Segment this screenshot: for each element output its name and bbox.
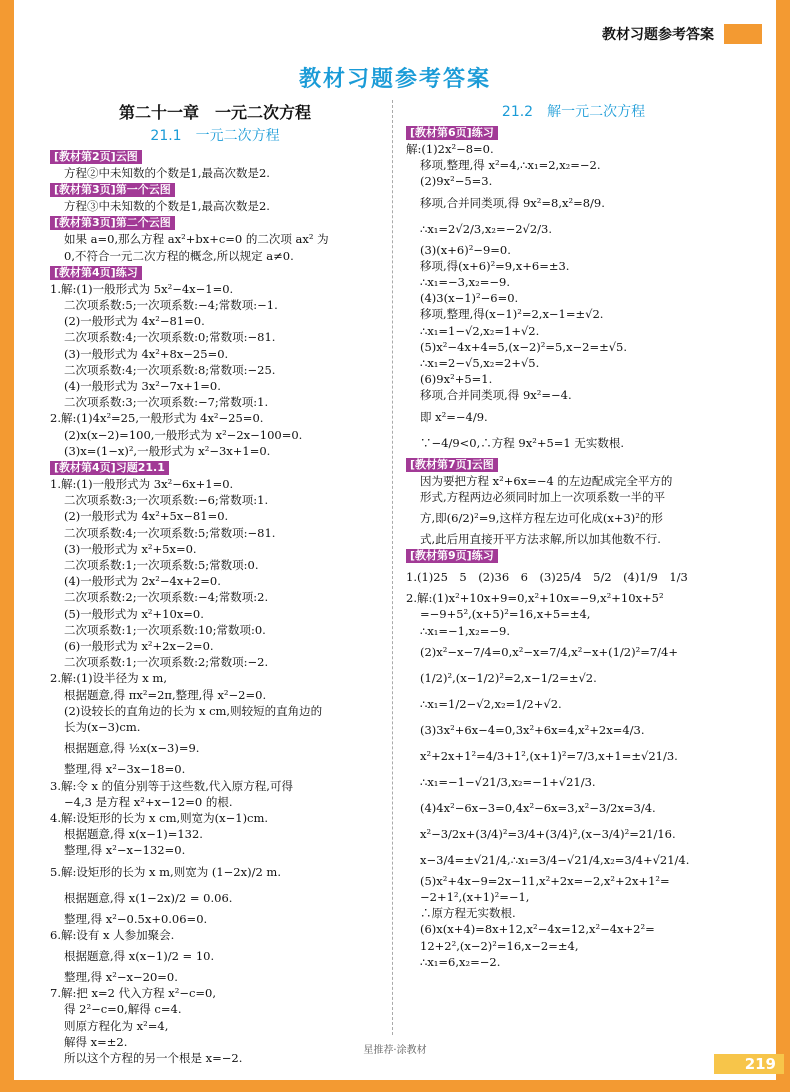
right-column [406,102,741,970]
answer-line: 长为(x−3)cm. [64,720,141,735]
exercise-tag: [教材第4页]习题21.1 [50,461,169,475]
tag-row [406,124,741,141]
tag-row [50,214,380,231]
exercise-tag: [教材第2页]云图 [50,150,142,164]
answer-line: (2)一般形式为 4x²−81=0. [64,314,205,329]
answer-line: 二次项系数:3;一次项系数:−6;常数项:1. [64,493,269,508]
answer-line: 二次项系数:1;一次项系数:10;常数项:0. [64,622,266,637]
answer-line: (5)一般形式为 x²+10x=0. [64,606,204,621]
answer-line: (3)一般形式为 x²+5x=0. [64,541,197,556]
answer-line: 解:(1)2x²−8=0. [406,142,494,156]
answer-line: ∴x₁=−3,x₂=−9. [420,275,510,290]
answer-line: 二次项系数:2;一次项系数:−4;常数项:2. [64,590,269,605]
footer-text: 星推荐·涂教材 [363,1045,427,1056]
answer-line: 整理,得 x²−x−132=0. [64,843,186,858]
answer-line: (4)4x²−6x−3=0,4x²−6x=3,x²−3/2x=3/4. [420,800,656,815]
tag-row [50,264,380,281]
answer-line: 根据题意,得 ½x(x−3)=9. [64,741,200,756]
answer-line: 解得 x=±2. [64,1034,128,1049]
tag-row [50,181,380,198]
exercise-tag: [教材第3页]第二个云图 [50,216,175,230]
answer-line: 二次项系数:4;一次项系数:8;常数项:−25. [64,362,276,377]
answer-line: 根据题意,得 πx²=2π,整理,得 x²−2=0. [64,687,267,702]
answer-line: 12+2²,(x−2)²=16,x−2=±4, [420,938,579,953]
answer-line: (6)一般形式为 x²+2x−2=0. [64,639,214,654]
answer-line: ∴x₁=−1,x₂=−9. [420,623,510,638]
answer-line: (2)x²−x−7/4=0,x²−x=7/4,x²−x+(1/2)²=7/4+ [420,644,678,659]
answer-line: 二次项系数:3;一次项系数:−7;常数项:1. [64,395,269,410]
answer-line: 二次项系数:1;一次项系数:2;常数项:−2. [64,655,269,670]
header-tab-label: 教材习题参考答案 [602,27,714,43]
answer-line: 二次项系数:5;一次项系数:−4;常数项:−1. [64,298,278,313]
answer-line: 2.解:(1)设半径为 x m, [50,671,167,686]
answer-line: 移项,得(x+6)²=9,x+6=±3. [420,258,570,273]
page-title: 教材习题参考答案 [298,67,491,92]
page [14,0,776,1080]
answer-line: 式,此后用直接开平方法求解,所以加其他数不行. [420,532,661,547]
answer-line: −2+1²,(x+1)²=−1, [420,890,530,905]
answer-line: =−9+5²,(x+5)²=16,x+5=±4, [420,607,591,622]
answer-line: 0,不符合一元二次方程的概念,所以规定 a≠0. [64,248,294,263]
answer-line: 形式,方程两边必须同时加上一次项系数一半的平 [420,489,666,504]
answer-line: (5)x²+4x−9=2x−11,x²+2x=−2,x²+2x+1²= [420,873,670,888]
answer-line: 方程②中未知数的个数是1,最高次数是2. [64,166,270,180]
answer-line: 1.解:(1)一般形式为 5x²−4x−1=0. [50,281,234,296]
header-accent-bar [724,24,762,44]
tag-row [406,547,741,564]
answer-line: 因为要把方程 x²+6x=−4 的左边配成完全平方的 [420,473,673,488]
exercise-tag: [教材第3页]第一个云图 [50,183,175,197]
answer-line: (2)一般形式为 4x²+5x−81=0. [64,509,229,524]
answer-line: 2.解:(1)4x²=25,一般形式为 4x²−25=0. [50,411,264,426]
answer-line: x−3/4=±√21/4,∴x₁=3/4−√21/4,x₂=3/4+√21/4. [420,852,690,867]
answer-line: 二次项系数:4;一次项系数:0;常数项:−81. [64,330,276,345]
answer-line: ∴原方程无实数根. [420,906,516,921]
answer-line: (4)一般形式为 3x²−7x+1=0. [64,379,221,394]
answer-line: 6.解:设有 x 人参加聚会. [50,927,175,942]
column-divider [392,100,393,1035]
answer-line: 则原方程化为 x²=4, [64,1018,169,1033]
right-answer-lines [406,124,741,970]
answer-line: 5.解:设矩形的长为 x m,则宽为 (1−2x)/2 m. [50,864,281,879]
answer-line: ∵−4/9<0,∴方程 9x²+5=1 无实数根. [420,435,625,450]
answer-line: (6)9x²+5=1. [420,372,493,387]
answer-line: (3)x=(1−x)²,一般形式为 x²−3x+1=0. [64,443,271,458]
answer-line: 得 2²−c=0,解得 c=4. [64,1002,182,1017]
header-tab [602,22,762,46]
answer-line: 根据题意,得 x(x−1)=132. [64,827,203,842]
answer-line: (3)(x+6)²−9=0. [420,242,511,257]
answer-line: ∴x₁=2√2/3,x₂=−2√2/3. [420,221,553,236]
answer-line: 7.解:把 x=2 代入方程 x²−c=0, [50,986,217,1001]
answer-line: 如果 a=0,那么方程 ax²+bx+c=0 的二次项 ax² 为 [64,232,329,247]
exercise-tag: [教材第4页]练习 [50,266,142,280]
answer-line: 二次项系数:1;一次项系数:5;常数项:0. [64,558,259,573]
answer-line: 方,即(6/2)²=9,这样方程左边可化成(x+3)²的形 [420,511,663,526]
answer-line: (4)3(x−1)²−6=0. [420,291,519,306]
answer-line: 二次项系数:4;一次项系数:5;常数项:−81. [64,525,276,540]
answer-line: (1/2)²,(x−1/2)²=2,x−1/2=±√2. [420,670,597,685]
answer-line: 整理,得 x²−3x−18=0. [64,762,186,777]
tag-row [50,459,380,476]
answer-line: 根据题意,得 x(1−2x)/2 = 0.06. [64,890,233,905]
answer-line: 根据题意,得 x(x−1)/2 = 10. [64,948,215,963]
answer-line: 移项,整理,得(x−1)²=2,x−1=±√2. [420,307,604,322]
exercise-tag: [教材第9页]练习 [406,549,498,563]
answer-line: 整理,得 x²−x−20=0. [64,969,178,984]
answer-line: 方程③中未知数的个数是1,最高次数是2. [64,199,270,214]
answer-line: ∴x₁=1/2−√2,x₂=1/2+√2. [420,696,562,711]
answer-line: (2)9x²−5=3. [420,174,493,189]
left-answer-lines [50,148,380,1066]
chapter-title: 第二十一章 一元二次方程 [118,103,311,122]
tag-row [50,148,380,165]
exercise-tag: [教材第7页]云图 [406,458,498,472]
answer-line: ∴x₁=−1−√21/3,x₂=−1+√21/3. [420,774,596,789]
left-column [50,102,380,1066]
section-title-21-2: 21.2 解一元二次方程 [501,104,646,120]
answer-line: x²−3/2x+(3/4)²=3/4+(3/4)²,(x−3/4)²=21/16. [420,826,676,841]
answer-line: 1.解:(1)一般形式为 3x²−6x+1=0. [50,477,234,492]
answer-line: 移项,合并同类项,得 9x²=8,x²=8/9. [420,195,605,210]
page-number: 219 [714,1054,784,1074]
tag-row [406,456,741,473]
answer-line: (2)设较长的直角边的长为 x cm,则较短的直角边的 [64,703,323,718]
answer-line: 3.解:令 x 的值分别等于这些数,代入原方程,可得 [50,778,293,793]
answer-line: 所以这个方程的另一个根是 x=−2. [64,1050,243,1065]
answer-line: 4.解:设矩形的长为 x cm,则宽为(x−1)cm. [50,810,269,825]
answer-line: (3)3x²+6x−4=0,3x²+6x=4,x²+2x=4/3. [420,722,645,737]
answer-line: 1.(1)25 5 (2)36 6 (3)25/4 5/2 (4)1/9 1/3 [406,570,688,585]
answer-line: (5)x²−4x+4=5,(x−2)²=5,x−2=±√5. [420,339,628,354]
answer-line: x²+2x+1²=4/3+1²,(x+1)²=7/3,x+1=±√21/3. [420,748,678,763]
answer-line: (4)一般形式为 2x²−4x+2=0. [64,574,221,589]
answer-line: 移项,合并同类项,得 9x²=−4. [420,388,572,403]
answer-line: (3)一般形式为 4x²+8x−25=0. [64,346,229,361]
section-title-21-1: 21.1 一元二次方程 [150,128,280,144]
answer-line: ∴x₁=2−√5,x₂=2+√5. [420,356,540,371]
exercise-tag: [教材第6页]练习 [406,126,498,140]
answer-line: 整理,得 x²−0.5x+0.06=0. [64,911,208,926]
answer-line: 即 x²=−4/9. [420,409,488,424]
answer-line: (2)x(x−2)=100,一般形式为 x²−2x−100=0. [64,427,303,442]
answer-line: 移项,整理,得 x²=4,∴x₁=2,x₂=−2. [420,158,601,173]
answer-line: ∴x₁=1−√2,x₂=1+√2. [420,323,540,338]
answer-line: −4,3 是方程 x²+x−12=0 的根. [64,794,233,809]
answer-line: ∴x₁=6,x₂=−2. [420,954,501,969]
answer-line: (6)x(x+4)=8x+12,x²−4x=12,x²−4x+2²= [420,922,655,937]
answer-line: 2.解:(1)x²+10x+9=0,x²+10x=−9,x²+10x+5² [406,591,664,606]
